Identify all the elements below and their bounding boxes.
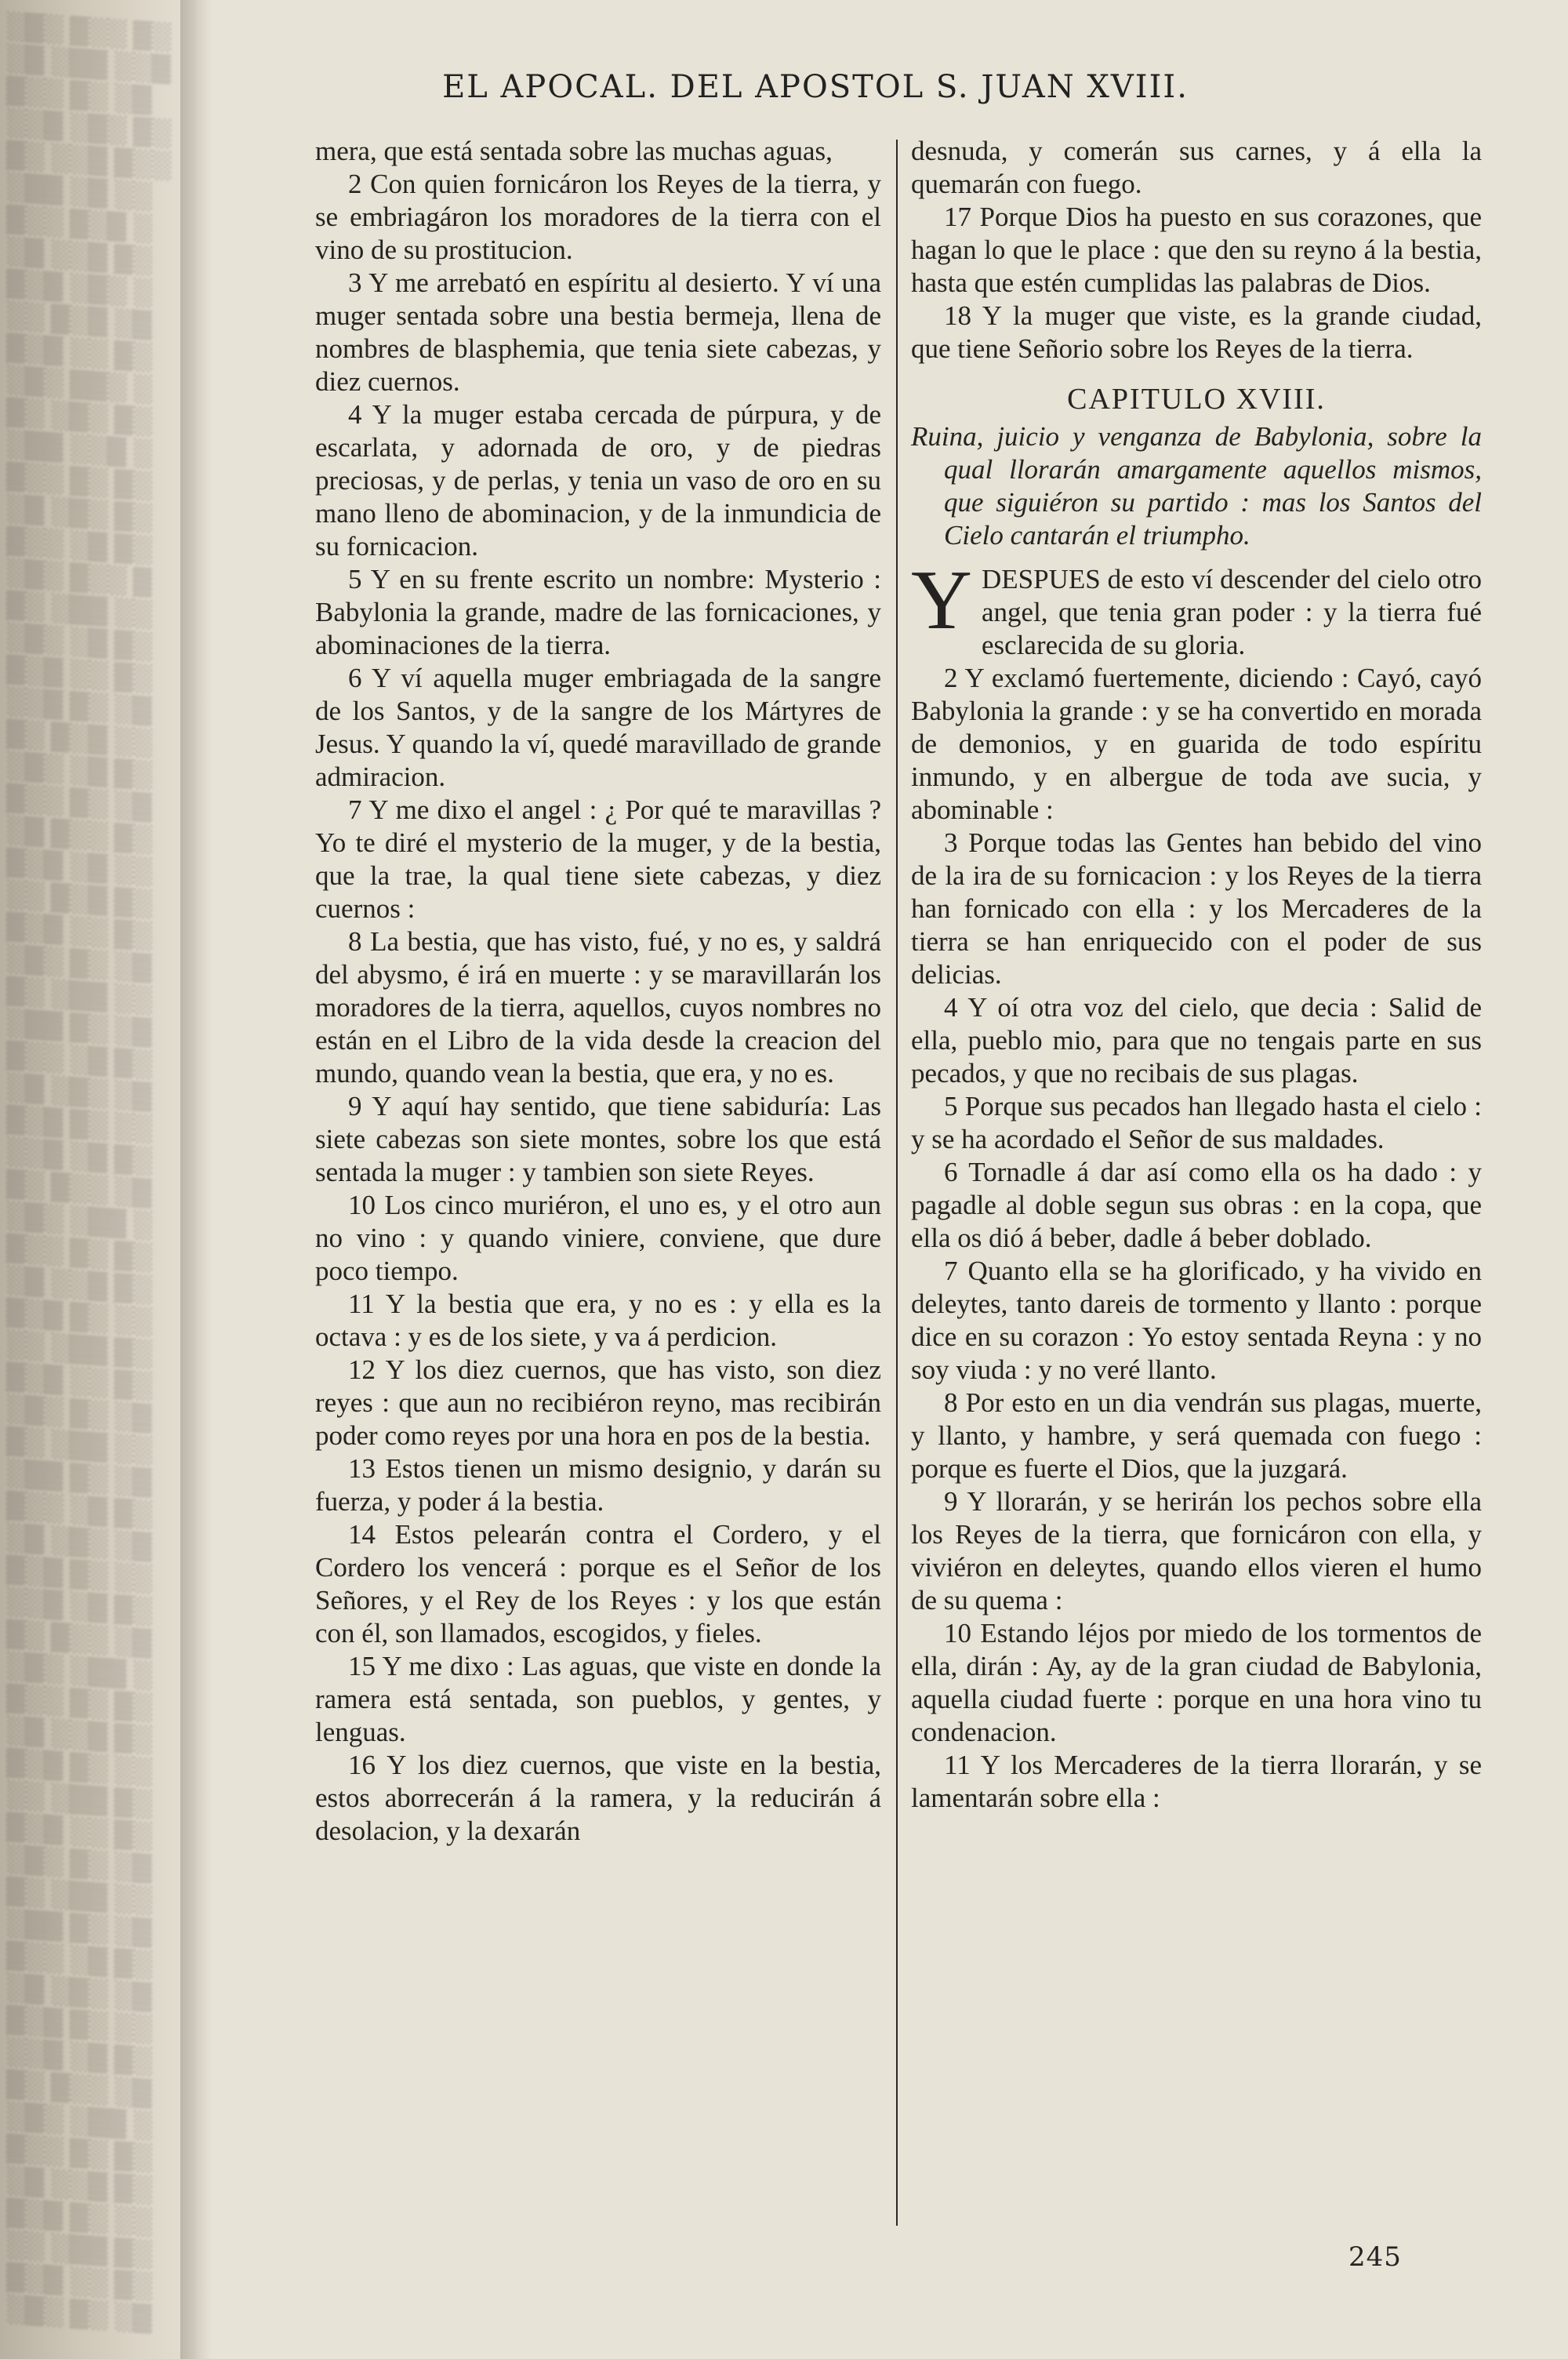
verse-paragraph: 2 Y exclamó fuertemente, diciendo : Cayó, cayó Babylonia la grande : y se ha convertido en morada de demonios, y en guarida de todo espíritu inmundo, y en albergue de toda ave sucia, y abominable : bbox=[911, 663, 1482, 825]
verse-paragraph: 5 Y en su frente escrito un nombre: Mysterio : Babylonia la grande, madre de las fornicaciones, y abominaciones de la tierra. bbox=[315, 564, 881, 660]
chapter-opening-paragraph bbox=[911, 554, 1482, 662]
verse-paragraph: 17 Porque Dios ha puesto en sus corazones, que hagan lo que le place : que den su reyno á la bestia, hasta que estén cumplidas las palabras de Dios. bbox=[911, 202, 1482, 298]
verse-paragraph: 18 Y la muger que viste, es la grande ciudad, que tiene Señorio sobre los Reyes de la tierra. bbox=[911, 300, 1482, 364]
facing-page-edge bbox=[0, 0, 196, 2359]
spine-shadow bbox=[180, 0, 212, 2359]
verse-paragraph: 13 Estos tienen un mismo designio, y darán su fuerza, y poder á la bestia. bbox=[315, 1453, 881, 1517]
running-header: EL APOCAL. DEL APOSTOL S. JUAN XVIII. bbox=[442, 69, 1189, 105]
verse-paragraph: 10 Estando léjos por miedo de los tormentos de ella, dirán : Ay, ay de la gran ciudad de Babylonia, aquella ciudad fuerte : porque en una hora vino tu condenacion. bbox=[911, 1618, 1482, 1747]
chapter-title: CAPITULO XVIII. bbox=[1067, 383, 1326, 416]
column-divider bbox=[896, 140, 898, 2226]
left-text-column bbox=[315, 135, 881, 1848]
verse-paragraph: 8 La bestia, que has visto, fué, y no es, y saldrá del abysmo, é irá en muerte : y se maravillarán los moradores de la tierra, aquellos, cuyos nombres no están en el Libro de la vida desde la creacion del mundo, quando vean la bestia, que era, y no es. bbox=[315, 926, 881, 1089]
drop-cap: Y bbox=[911, 554, 972, 647]
chapter-summary: Ruina, juicio y venganza de Babylonia, sobre la qual llorarán amargamente aquellos mismos, que siguiéron su partido : mas los Santos del Cielo cantarán el triumpho. bbox=[911, 421, 1482, 551]
verse-paragraph: 9 Y llorarán, y se herirán los pechos sobre ella los Reyes de la tierra, que fornicáron con ella, y viviéron en deleytes, quando ellos vieren el humo de su quema : bbox=[911, 1486, 1482, 1616]
opening-text: DESPUES de esto ví descender del cielo otro angel, que tenia gran poder : y la tierra fué esclarecida de su gloria. bbox=[982, 564, 1482, 660]
verse-paragraph: 3 Porque todas las Gentes han bebido del vino de la ira de su fornicacion : y los Reyes de la tierra han fornicado con ella : y los Mercaderes de la tierra se han enriquecido con el poder de sus delicias. bbox=[911, 827, 1482, 990]
verse-paragraph: 7 Quanto ella se ha glorificado, y ha vivido en deleytes, tanto dareis de tormento y llanto : porque dice en su corazon : Yo estoy sentada Reyna : y no soy viuda : y no veré llanto. bbox=[911, 1256, 1482, 1385]
facing-page-ghost-text: ░▒░ ▒░░ ▒░ ░▒ ░▒▒ ░░▒ ▒░░ ▒░ ░▒ ░░▒ ░▒░ ▒░ ▒░ ░░▒ ▒░░ ░▒▒ ░▒ ░░ ▒░░ ▒░▒ ░ ░▒ ░░▒ ▒░ ▒░▒ ░▒░ ░ ░░ ▒░▒ ░▒ ▒░▒ ░░ ▒░ ░▒░ ▒▒░ ░ ▒░ ░▒░ ▒░ ░▒▒ ░░▒ ░ ▒░░ ▒░ ▒░ ░▒ ░▒░ ▒░ ▒░░ ░▒ ▒░ ░▒░ ▒░░ ▒ ▒░ ░▒▒ ░░ ░▒░ ░▒ ▒░ ▒░▒ ░░ ▒░ ░░▒ ▒░ ░▒ ▒░ ▒░▒ ░░ ░▒░ ░▒ ▒░ ▒░░ ▒░ ░▒ ░▒ ▒░░ ▒░ ▒░▒ ░▒ ░░ ░░ ▒░▒ ▒░ ▒░▒ ░░ ▒░ ░▒░ ▒░ ░▒ ▒░ ░▒▒ ░░ ░▒▒ ▒░ ░▒ ▒░░ ░▒ ▒░ ░▒ ░▒░ ░▒ ▒░▒ ▒░ ░░ ░░▒ ░▒ ▒░ ▒░ ▒░░ ░▒ ░▒░ ░▒▒ ░ ▒░░ ▒░ ▒░ ░▒ ░░▒ ▒░ ▒░▒ ▒░ ░░ ░░ ░▒▒ ▒░ ▒░▒ ░░ ▒░ ░▒░ ▒░ ░▒ ▒░ ░▒▒ ░░ ░▒▒ ▒░ ░▒ ▒░░ ░▒ ▒░ ░▒ ░▒░ ░▒ ▒░▒ ▒░ ░░ ░░▒ ░▒ ▒░ ▒░ ▒░░ ░▒ ░▒░ ░▒▒ ░ ▒░░ ▒░ ▒░ ░▒ ░░▒ ▒░ ▒░▒ ▒░ ░░ ░░ ░▒▒ ▒░ ▒░▒ ░░ ▒░ ░▒░ ▒░ ░▒ ▒░ ░▒▒ ░░ ░▒▒ ▒░ ░▒ ▒░░ ░▒ ▒░ ░▒ ░▒░ ░▒ ▒░▒ ▒░ ░░ ░░▒ ░▒ ▒░ ▒░ ▒░░ ░▒ ░▒░ ░▒▒ ░ ▒░░ ▒░ ▒░ ░▒ ░░▒ ▒░ ▒░▒ ▒░ ░░ ░░ ░▒▒ ▒░ ▒░▒ ░░ ▒░ ░▒░ ▒░ ░▒ bbox=[6, 10, 171, 2333]
right-text-column bbox=[911, 135, 1482, 1815]
verse-paragraph: 9 Y aquí hay sentido, que tiene sabiduría: Las siete cabezas son siete montes, sobre los que está sentada la muger : y tambien son siete Reyes. bbox=[315, 1091, 881, 1187]
page-number: 245 bbox=[1348, 2241, 1402, 2273]
verse-paragraph: 2 Con quien fornicáron los Reyes de la tierra, y se embriagáron los moradores de la tierra con el vino de su prostitucion. bbox=[315, 169, 881, 265]
verse-paragraph: 12 Y los diez cuernos, que has visto, son diez reyes : que aun no recibiéron reyno, mas recibirán poder como reyes por una hora en pos de la bestia. bbox=[315, 1354, 881, 1451]
verse-paragraph: 8 Por esto en un dia vendrán sus plagas, muerte, y llanto, y hambre, y será quemada con fuego : porque es fuerte el Dios, que la juzgará. bbox=[911, 1387, 1482, 1484]
verse-paragraph: 4 Y oí otra voz del cielo, que decia : Salid de ella, pueblo mio, para que no tengais parte en sus pecados, y que no recibais de sus plagas. bbox=[911, 992, 1482, 1089]
verse-paragraph: 7 Y me dixo el angel : ¿ Por qué te maravillas ? Yo te diré el mysterio de la muger, y de la bestia, que la trae, la qual tiene siete cabezas, y diez cuernos : bbox=[315, 794, 881, 924]
verse-paragraph: 6 Y ví aquella muger embriagada de la sangre de los Santos, y de la sangre de los Mártyres de Jesus. Y quando la ví, quedé maravillado de grande admiracion. bbox=[315, 663, 881, 792]
verse-paragraph: 15 Y me dixo : Las aguas, que viste en donde la ramera está sentada, son pueblos, y gentes, y lenguas. bbox=[315, 1651, 881, 1747]
verse-paragraph: 4 Y la muger estaba cercada de púrpura, y de escarlata, y adornada de oro, y de piedras preciosas, y de perlas, y tenia un vaso de oro en su mano lleno de abominacion, y de la inmundicia de su fornicacion. bbox=[315, 399, 881, 562]
verse-paragraph: 16 Y los diez cuernos, que viste en la bestia, estos aborrecerán á la ramera, y la reducirán á desolacion, y la dexarán bbox=[315, 1750, 881, 1846]
verse-paragraph: 10 Los cinco muriéron, el uno es, y el otro aun no vino : y quando viniere, conviene, que dure poco tiempo. bbox=[315, 1190, 881, 1286]
verse-paragraph: 6 Tornadle á dar así como ella os ha dado : y pagadle al doble segun sus obras : en la copa, que ella os dió á beber, dadle á beber doblado. bbox=[911, 1157, 1482, 1253]
verse-paragraph: desnuda, y comerán sus carnes, y á ella la quemarán con fuego. bbox=[911, 136, 1482, 199]
verse-paragraph: 14 Estos pelearán contra el Cordero, y el Cordero los vencerá : porque es el Señor de los Señores, y el Rey de los Reyes : y los que están con él, son llamados, escogidos, y fieles. bbox=[315, 1519, 881, 1648]
verse-paragraph: mera, que está sentada sobre las muchas aguas, bbox=[315, 136, 833, 166]
verse-paragraph: 5 Porque sus pecados han llegado hasta el cielo : y se ha acordado el Señor de sus maldades. bbox=[911, 1091, 1482, 1154]
verse-paragraph: 3 Y me arrebató en espíritu al desierto. Y ví una muger sentada sobre una bestia bermeja, llena de nombres de blasphemia, que tenia siete cabezas, y diez cuernos. bbox=[315, 267, 881, 397]
verse-paragraph: 11 Y la bestia que era, y no es : y ella es la octava : y es de los siete, y va á perdicion. bbox=[315, 1289, 881, 1352]
verse-paragraph: 11 Y los Mercaderes de la tierra llorarán, y se lamentarán sobre ella : bbox=[911, 1750, 1482, 1813]
